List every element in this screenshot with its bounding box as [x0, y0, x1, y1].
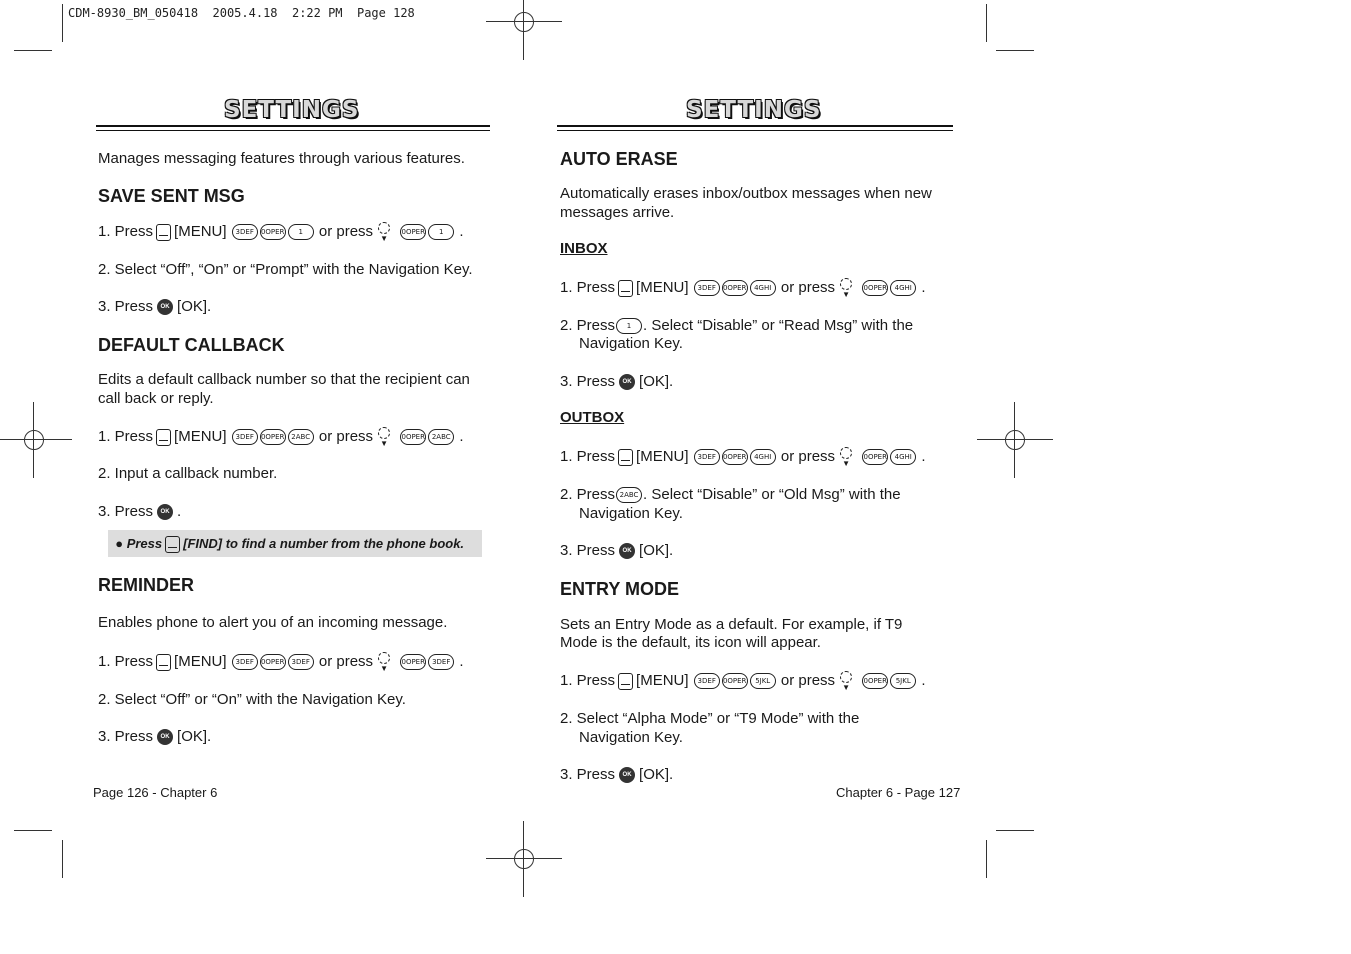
heading-reminder: REMINDER: [98, 575, 195, 595]
inbox-step-2-cont: Navigation Key.: [579, 335, 683, 352]
key-4-icon: 4GHI: [890, 280, 916, 296]
registration-mark-top: [486, 0, 562, 60]
navigation-key-icon: ▼: [377, 652, 391, 672]
callback-desc-1: Edits a default callback number so that the recipient can: [98, 371, 470, 388]
key-4-icon: 4GHI: [750, 280, 776, 296]
reminder-step-1: 1. Press [MENU] 3DEF 0OPER 3DEF or press ▼ 0OPER 3DEF .: [98, 653, 464, 674]
outbox-step-3: 3. Press OK [OK].: [560, 542, 674, 559]
callback-step-3: 3. Press OK .: [98, 503, 182, 520]
entry-mode-step-2-cont: Navigation Key.: [579, 729, 683, 746]
entry-mode-desc-2: Mode is the default, its icon will appear.: [560, 634, 821, 651]
title-rule: [557, 125, 953, 127]
crop-mark: [62, 4, 63, 42]
crop-mark: [996, 50, 1034, 51]
left-soft-key-icon: [156, 224, 171, 241]
key-0-icon: 0OPER: [722, 280, 748, 296]
key-3-icon: 3DEF: [694, 280, 720, 296]
registration-mark-bottom: [486, 821, 562, 897]
key-0-icon: 0OPER: [400, 224, 426, 240]
reminder-step-3: 3. Press OK [OK].: [98, 728, 212, 745]
key-2-icon: 2ABC: [616, 487, 642, 503]
title-rule: [96, 125, 490, 127]
key-2-icon: 2ABC: [288, 429, 314, 445]
crop-mark: [62, 840, 63, 878]
entry-mode-step-2: 2. Select “Alpha Mode” or “T9 Mode” with the: [560, 710, 860, 727]
heading-default-callback: DEFAULT CALLBACK: [98, 335, 285, 355]
crop-mark: [986, 840, 987, 878]
ok-button-icon: OK: [619, 543, 635, 559]
intro-text: Manages messaging features through various features.: [98, 150, 465, 167]
navigation-key-icon: ▼: [377, 427, 391, 447]
heading-save-sent-msg: SAVE SENT MSG: [98, 186, 245, 206]
left-soft-key-icon: [618, 673, 633, 690]
key-0-icon: 0OPER: [400, 429, 426, 445]
key-0-icon: 0OPER: [722, 673, 748, 689]
registration-mark-left: [0, 402, 72, 478]
callback-desc-2: call back or reply.: [98, 390, 214, 407]
print-header: CDM-8930_BM_050418 2005.4.18 2:22 PM Page 128: [68, 6, 415, 20]
navigation-key-icon: ▼: [839, 278, 853, 298]
key-5-icon: 5JKL: [890, 673, 916, 689]
save-sent-step-2: 2. Select “Off”, “On” or “Prompt” with the Navigation Key.: [98, 261, 473, 278]
auto-erase-desc-2: messages arrive.: [560, 204, 675, 221]
entry-mode-step-1: 1. Press [MENU] 3DEF 0OPER 5JKL or press ▼ 0OPER 5JKL .: [560, 672, 926, 693]
key-4-icon: 4GHI: [750, 449, 776, 465]
crop-mark: [14, 50, 52, 51]
crop-mark: [996, 830, 1034, 831]
key-0-icon: 0OPER: [260, 224, 286, 240]
callback-step-1: 1. Press [MENU] 3DEF 0OPER 2ABC or press ▼ 0OPER 2ABC .: [98, 428, 464, 449]
callback-step-2: 2. Input a callback number.: [98, 465, 278, 482]
save-sent-step-1: 1. Press [MENU] 3DEF 0OPER 1 or press ▼ 0OPER 1 .: [98, 223, 464, 244]
key-3-icon: 3DEF: [694, 673, 720, 689]
navigation-key-icon: ▼: [839, 671, 853, 691]
key-1-icon: 1: [616, 318, 642, 334]
key-0-icon: 0OPER: [260, 654, 286, 670]
ok-button-icon: OK: [619, 374, 635, 390]
ok-button-icon: OK: [157, 729, 173, 745]
left-soft-key-icon: [156, 654, 171, 671]
tip-note: ● Press [FIND] to find a number from the phone book.: [108, 530, 482, 557]
key-1-icon: 1: [428, 224, 454, 240]
navigation-key-icon: ▼: [839, 447, 853, 467]
key-3-icon: 3DEF: [232, 654, 258, 670]
reminder-step-2: 2. Select “Off” or “On” with the Navigation Key.: [98, 691, 406, 708]
registration-mark-right: [977, 402, 1053, 478]
entry-mode-step-3: 3. Press OK [OK].: [560, 766, 674, 783]
title-rule: [96, 130, 490, 131]
ok-button-icon: OK: [157, 504, 173, 520]
key-0-icon: 0OPER: [862, 449, 888, 465]
key-5-icon: 5JKL: [750, 673, 776, 689]
key-1-icon: 1: [288, 224, 314, 240]
inbox-step-1: 1. Press [MENU] 3DEF 0OPER 4GHI or press ▼ 0OPER 4GHI .: [560, 279, 926, 300]
page-title-right: SETTINGS: [686, 97, 822, 123]
key-0-icon: 0OPER: [260, 429, 286, 445]
key-3-icon: 3DEF: [232, 224, 258, 240]
key-3-icon: 3DEF: [428, 654, 454, 670]
ok-button-icon: OK: [157, 299, 173, 315]
inbox-step-2: 2. Press 1 . Select “Disable” or “Read Msg” with the: [560, 317, 914, 334]
left-soft-key-icon: [618, 280, 633, 297]
right-soft-key-icon: [165, 536, 180, 553]
auto-erase-desc-1: Automatically erases inbox/outbox messages when new: [560, 185, 932, 202]
left-soft-key-icon: [156, 429, 171, 446]
key-0-icon: 0OPER: [722, 449, 748, 465]
navigation-key-icon: ▼: [377, 222, 391, 242]
outbox-step-2-cont: Navigation Key.: [579, 505, 683, 522]
heading-auto-erase: AUTO ERASE: [560, 149, 678, 169]
inbox-label: INBOX: [560, 240, 608, 257]
save-sent-step-3: 3. Press OK [OK].: [98, 298, 212, 315]
key-4-icon: 4GHI: [890, 449, 916, 465]
key-3-icon: 3DEF: [694, 449, 720, 465]
key-0-icon: 0OPER: [400, 654, 426, 670]
entry-mode-desc-1: Sets an Entry Mode as a default. For example, if T9: [560, 616, 903, 633]
key-3-icon: 3DEF: [232, 429, 258, 445]
key-0-icon: 0OPER: [862, 280, 888, 296]
page-title-left: SETTINGS: [224, 97, 360, 123]
heading-entry-mode: ENTRY MODE: [560, 579, 680, 599]
left-soft-key-icon: [618, 449, 633, 466]
crop-mark: [986, 4, 987, 42]
key-3-icon: 3DEF: [288, 654, 314, 670]
outbox-step-2: 2. Press 2ABC . Select “Disable” or “Old Msg” with the: [560, 486, 901, 503]
ok-button-icon: OK: [619, 767, 635, 783]
title-rule: [557, 130, 953, 131]
inbox-step-3: 3. Press OK [OK].: [560, 373, 674, 390]
outbox-label: OUTBOX: [560, 409, 625, 426]
outbox-step-1: 1. Press [MENU] 3DEF 0OPER 4GHI or press ▼ 0OPER 4GHI .: [560, 448, 926, 469]
reminder-desc: Enables phone to alert you of an incoming message.: [98, 614, 448, 631]
footer-right: Chapter 6 - Page 127: [836, 785, 961, 800]
key-0-icon: 0OPER: [862, 673, 888, 689]
key-2-icon: 2ABC: [428, 429, 454, 445]
crop-mark: [14, 830, 52, 831]
footer-left: Page 126 - Chapter 6: [93, 785, 218, 800]
